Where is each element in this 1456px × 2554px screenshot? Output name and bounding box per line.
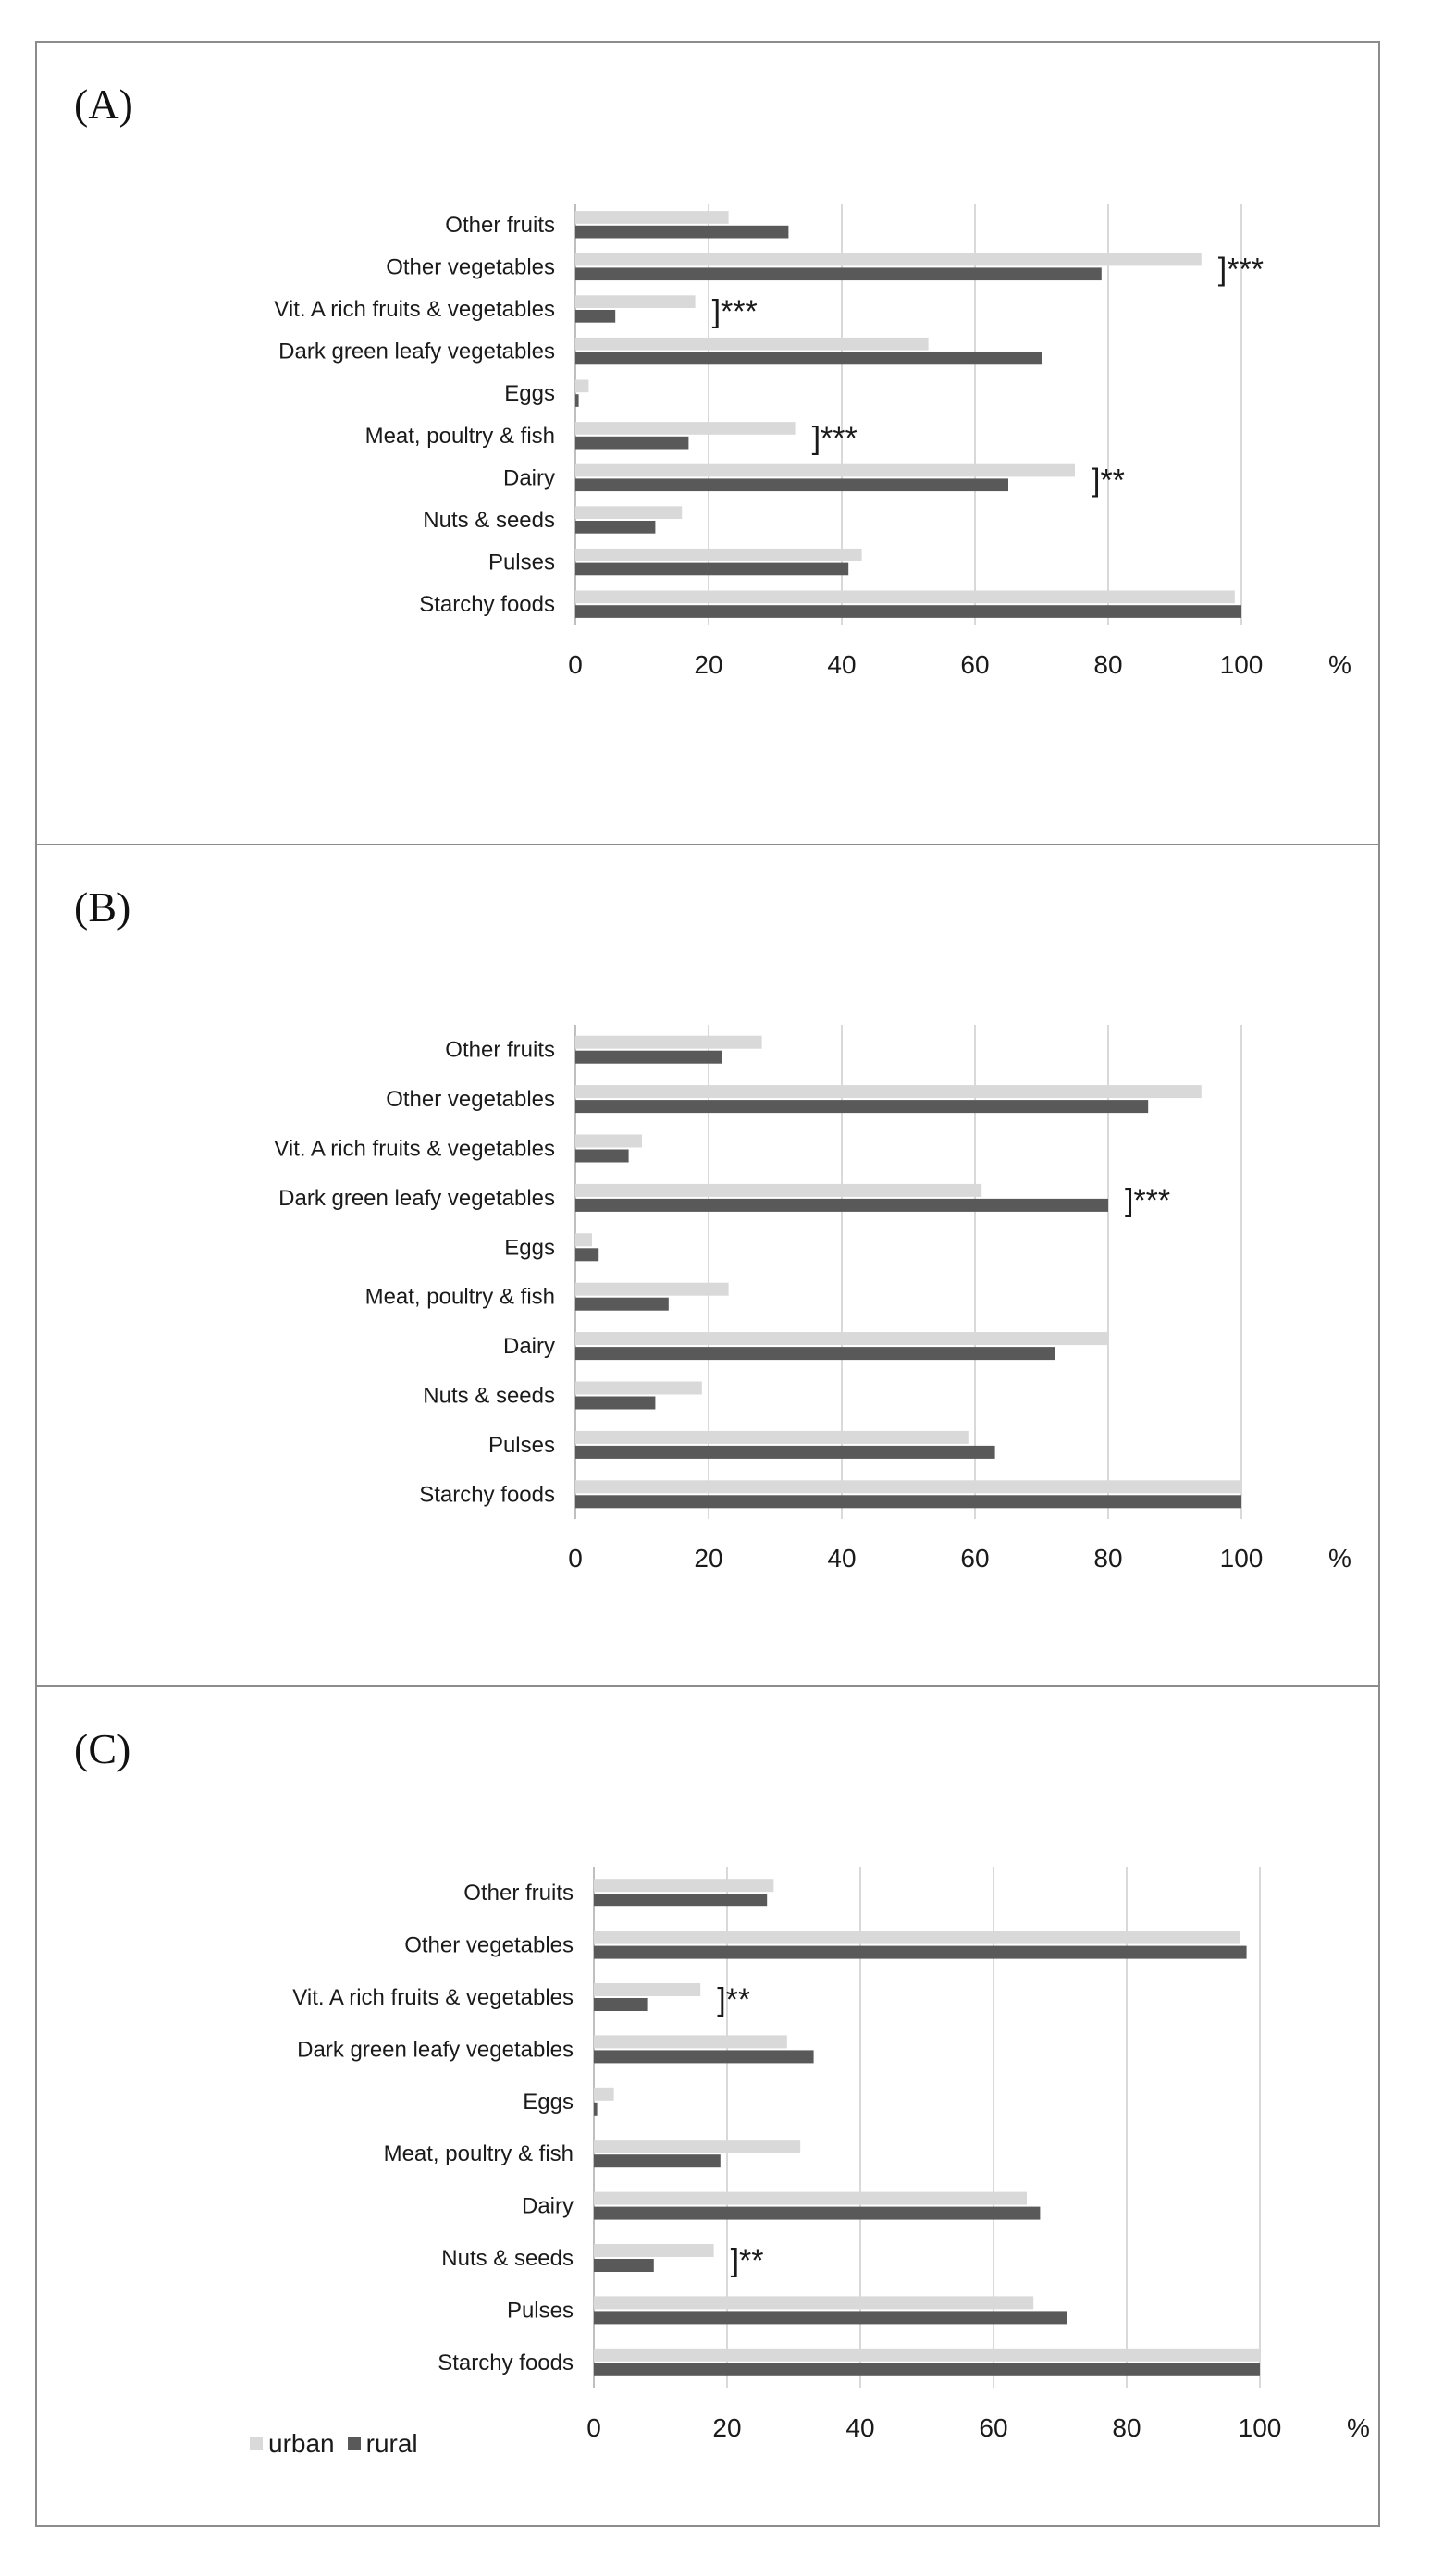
bar-rural-meat-poultry-fish [575, 437, 688, 450]
bar-urban-vit-a-rich-fruits-vegetables [575, 295, 696, 308]
bar-urban-nuts-seeds [575, 506, 682, 519]
bar-urban-pulses [594, 2296, 1033, 2309]
x-unit-label: % [1328, 650, 1351, 679]
x-tick-label: 20 [712, 2413, 742, 2442]
chart-b [37, 845, 1378, 1687]
x-tick-label: 40 [827, 650, 857, 679]
chart-c [37, 1687, 1378, 2527]
x-unit-label: % [1347, 2413, 1370, 2442]
category-label-vit-a-rich-fruits-vegetables: Vit. A rich fruits & vegetables [292, 1985, 574, 2010]
x-tick-label: 100 [1219, 1544, 1264, 1573]
bar-rural-starchy-foods [594, 2363, 1260, 2376]
significance-marker: ]*** [711, 294, 758, 329]
panel-b-label: (B) [74, 883, 131, 931]
bar-rural-other-fruits [594, 1894, 767, 1906]
x-tick-label: 20 [694, 650, 723, 679]
bar-urban-dark-green-leafy-vegetables [594, 2035, 787, 2048]
bar-urban-other-vegetables [594, 1931, 1240, 1944]
x-tick-label: 100 [1238, 2413, 1282, 2442]
figure-frame [35, 41, 1380, 2527]
bar-urban-eggs [575, 380, 588, 393]
bar-urban-dark-green-leafy-vegetables [575, 1184, 981, 1197]
bar-rural-nuts-seeds [594, 2259, 654, 2272]
bar-rural-pulses [575, 1446, 995, 1459]
x-tick-label: 0 [568, 650, 583, 679]
bar-rural-dairy [575, 478, 1008, 491]
significance-marker: ]** [717, 1982, 751, 2017]
x-tick-label: 80 [1112, 2413, 1141, 2442]
bar-rural-other-fruits [575, 226, 788, 239]
x-tick-label: 60 [979, 2413, 1008, 2442]
bar-urban-other-fruits [594, 1879, 773, 1892]
bar-rural-eggs [594, 2103, 598, 2116]
legend-label-rural: rural [365, 2429, 418, 2458]
category-label-dark-green-leafy-vegetables: Dark green leafy vegetables [278, 339, 555, 364]
legend [250, 2429, 418, 2459]
legend-item-urban [250, 2429, 335, 2459]
category-label-other-fruits: Other fruits [445, 212, 555, 238]
x-tick-label: 80 [1093, 1544, 1123, 1573]
category-label-starchy-foods: Starchy foods [438, 2350, 574, 2375]
bar-rural-dark-green-leafy-vegetables [594, 2050, 814, 2063]
bar-rural-vit-a-rich-fruits-vegetables [594, 1998, 648, 2011]
x-tick-label: 20 [694, 1544, 723, 1573]
panel-b [37, 844, 1378, 1685]
category-label-dairy: Dairy [521, 2193, 574, 2219]
x-tick-label: 40 [827, 1544, 857, 1573]
category-label-eggs: Eggs [504, 381, 555, 407]
x-tick-label: 40 [845, 2413, 875, 2442]
bar-urban-vit-a-rich-fruits-vegetables [575, 1135, 642, 1148]
category-label-pulses: Pulses [487, 1432, 555, 1458]
bar-urban-eggs [575, 1233, 592, 1246]
legend-item-rural [348, 2429, 418, 2459]
x-unit-label: % [1328, 1544, 1351, 1573]
bar-rural-dark-green-leafy-vegetables [575, 1199, 1108, 1212]
bar-rural-eggs [575, 1248, 598, 1261]
bar-rural-starchy-foods [575, 605, 1241, 618]
panel-a [37, 43, 1378, 844]
x-tick-label: 0 [568, 1544, 583, 1573]
category-label-other-vegetables: Other vegetables [386, 254, 555, 280]
bar-urban-pulses [575, 1431, 969, 1444]
bar-rural-pulses [594, 2311, 1067, 2324]
bar-urban-other-vegetables [575, 1085, 1202, 1098]
category-label-meat-poultry-fish: Meat, poultry & fish [383, 2141, 574, 2167]
category-label-starchy-foods: Starchy foods [419, 592, 555, 618]
category-label-other-fruits: Other fruits [445, 1037, 555, 1063]
bar-urban-meat-poultry-fish [594, 2140, 800, 2153]
bar-urban-meat-poultry-fish [575, 1283, 729, 1296]
significance-marker: ]** [730, 2243, 764, 2278]
category-label-dark-green-leafy-vegetables: Dark green leafy vegetables [278, 1185, 555, 1211]
legend-swatch-urban [250, 2437, 263, 2450]
bar-rural-pulses [575, 563, 848, 576]
category-label-vit-a-rich-fruits-vegetables: Vit. A rich fruits & vegetables [274, 1136, 555, 1162]
category-label-dairy: Dairy [502, 1334, 555, 1360]
bar-rural-dark-green-leafy-vegetables [575, 352, 1042, 365]
category-label-dairy: Dairy [502, 465, 555, 491]
bar-urban-dairy [575, 1332, 1108, 1345]
legend-swatch-rural [348, 2437, 361, 2450]
bar-rural-starchy-foods [575, 1495, 1241, 1508]
significance-marker: ]*** [811, 420, 858, 456]
bar-rural-dairy [594, 2207, 1040, 2220]
x-tick-label: 60 [960, 650, 990, 679]
bar-urban-nuts-seeds [575, 1382, 702, 1395]
category-label-nuts-seeds: Nuts & seeds [423, 508, 555, 533]
bar-urban-starchy-foods [575, 1480, 1241, 1493]
bar-urban-dairy [575, 464, 1075, 477]
panel-a-label: (A) [74, 80, 133, 128]
bar-rural-vit-a-rich-fruits-vegetables [575, 310, 615, 323]
chart-a [37, 43, 1378, 844]
bar-rural-dairy [575, 1347, 1055, 1360]
category-label-other-fruits: Other fruits [463, 1881, 574, 1906]
significance-marker: ]*** [1217, 252, 1264, 288]
bar-urban-starchy-foods [575, 591, 1235, 604]
x-tick-label: 0 [586, 2413, 601, 2442]
legend-label-urban: urban [268, 2429, 335, 2458]
bar-urban-other-vegetables [575, 253, 1202, 266]
significance-marker: ]*** [1125, 1182, 1171, 1218]
bar-rural-other-vegetables [575, 1100, 1148, 1113]
bar-rural-other-vegetables [575, 267, 1102, 280]
category-label-dark-green-leafy-vegetables: Dark green leafy vegetables [297, 2037, 574, 2063]
category-label-pulses: Pulses [487, 549, 555, 575]
category-label-other-vegetables: Other vegetables [386, 1087, 555, 1113]
bar-rural-other-vegetables [594, 1946, 1247, 1959]
bar-urban-nuts-seeds [594, 2244, 714, 2257]
bar-urban-vit-a-rich-fruits-vegetables [594, 1983, 700, 1996]
bar-rural-eggs [575, 394, 579, 407]
category-label-eggs: Eggs [523, 2089, 574, 2115]
category-label-eggs: Eggs [504, 1235, 555, 1261]
category-label-meat-poultry-fish: Meat, poultry & fish [364, 1284, 555, 1310]
category-label-other-vegetables: Other vegetables [404, 1932, 574, 1958]
x-tick-label: 80 [1093, 650, 1123, 679]
panel-c-label: (C) [74, 1725, 131, 1772]
bar-rural-other-fruits [575, 1051, 722, 1064]
bar-rural-nuts-seeds [575, 1397, 655, 1410]
panel-c [37, 1685, 1378, 2525]
category-label-nuts-seeds: Nuts & seeds [441, 2246, 574, 2271]
category-label-meat-poultry-fish: Meat, poultry & fish [364, 423, 555, 449]
bar-urban-other-fruits [575, 1036, 762, 1049]
category-label-vit-a-rich-fruits-vegetables: Vit. A rich fruits & vegetables [274, 297, 555, 322]
bar-urban-other-fruits [575, 211, 729, 224]
bar-urban-pulses [575, 549, 862, 561]
bar-urban-dairy [594, 2192, 1027, 2205]
category-label-nuts-seeds: Nuts & seeds [423, 1383, 555, 1409]
bar-rural-meat-poultry-fish [575, 1298, 669, 1311]
bar-urban-eggs [594, 2088, 614, 2101]
bar-urban-meat-poultry-fish [575, 422, 796, 435]
x-tick-label: 100 [1219, 650, 1264, 679]
x-tick-label: 60 [960, 1544, 990, 1573]
significance-marker: ]** [1092, 463, 1125, 499]
bar-rural-vit-a-rich-fruits-vegetables [575, 1150, 629, 1163]
bar-rural-meat-poultry-fish [594, 2154, 721, 2167]
bar-urban-dark-green-leafy-vegetables [575, 338, 929, 351]
bar-urban-starchy-foods [594, 2349, 1260, 2362]
category-label-starchy-foods: Starchy foods [419, 1482, 555, 1508]
category-label-pulses: Pulses [506, 2298, 574, 2324]
bar-rural-nuts-seeds [575, 521, 655, 534]
